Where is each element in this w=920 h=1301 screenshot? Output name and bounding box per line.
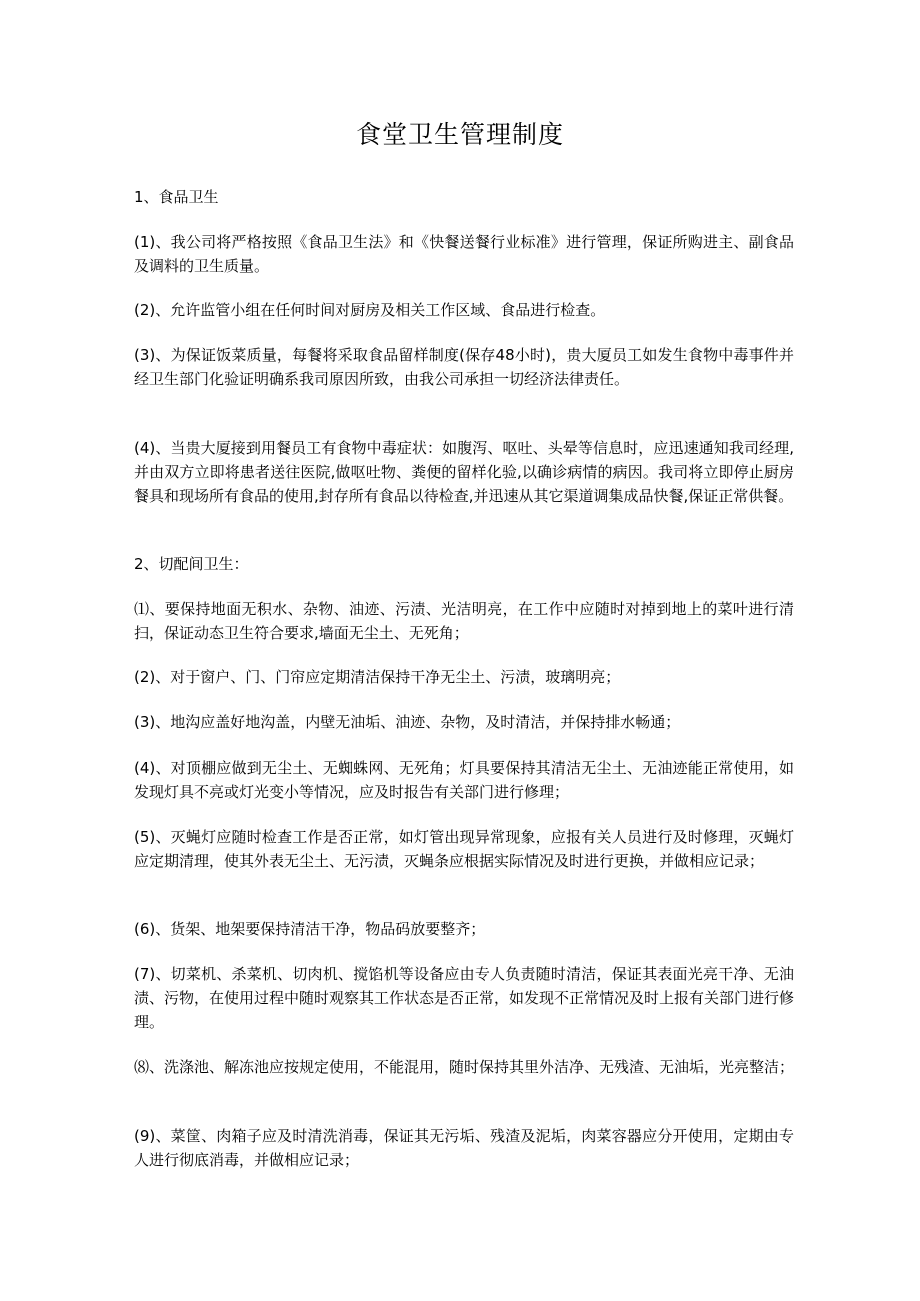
paragraph-2-5: (5)、灭蝇灯应随时检查工作是否正常，如灯管出现异常现象，应报有关人员进行及时修理，灭蝇灯应定期清理，使其外表无尘土、无污渍，灭蝇条应根据实际情况及时进行更换，并做相应记录；	[134, 828, 794, 870]
paragraph-2-1: ⑴、要保持地面无积水、杂物、油迹、污渍、光洁明亮，在工作中应随时对掉到地上的菜叶进行清扫，保证动态卫生符合要求,墙面无尘土、无死角；	[134, 600, 794, 642]
paragraph-2-3: (3)、地沟应盖好地沟盖，内壁无油垢、油迹、杂物，及时清洁，并保持排水畅通；	[134, 713, 681, 731]
section-heading-prep-room: 2、切配间卫生：	[134, 555, 249, 573]
document-title: 食堂卫生管理制度	[355, 120, 564, 149]
paragraph-1-3: (3)、为保证饭菜质量，每餐将采取食品留样制度(保存48小时)，贵大厦员工如发生食物中毒事件并经卫生部门化验证明确系我司原因所致，由我公司承担一切经济法律责任。	[134, 346, 794, 388]
paragraph-1-4: (4)、当贵大厦接到用餐员工有食物中毒症状：如腹泻、呕吐、头晕等信息时，应迅速通知我司经理,并由双方立即将患者送往医院,做呕吐物、粪便的留样化验,以确诊病情的病因。我司将立即停止厨房餐具和现场所有食品的使用,封存所有食品以待检查,并迅速从其它渠道调集成品快餐,保证正常供餐。	[134, 439, 794, 505]
paragraph-1-1: (1)、我公司将严格按照《食品卫生法》和《快餐送餐行业标准》进行管理，保证所购进主、副食品及调料的卫生质量。	[134, 233, 794, 275]
section-heading-food-hygiene: 1、食品卫生	[134, 188, 219, 206]
paragraph-2-8: ⑻、洗涤池、解冻池应按规定使用，不能混用，随时保持其里外洁净、无残渣、无油垢，光亮整洁；	[134, 1058, 795, 1076]
paragraph-2-4: (4)、对顶棚应做到无尘土、无蜘蛛网、无死角；灯具要保持其清洁无尘土、无油迹能正常使用，如发现灯具不亮或灯光变小等情况，应及时报告有关部门进行修理；	[134, 759, 794, 801]
paragraph-2-9: (9)、菜筐、肉箱子应及时清洗消毒，保证其无污垢、残渣及泥垢，肉菜容器应分开使用，定期由专人进行彻底消毒，并做相应记录；	[134, 1127, 794, 1169]
paragraph-2-2: (2)、对于窗户、门、门帘应定期清洁保持干净无尘土、污渍，玻璃明亮；	[134, 668, 621, 686]
paragraph-2-6: (6)、货架、地架要保持清洁干净，物品码放要整齐；	[134, 920, 486, 938]
paragraph-1-2: (2)、允许监管小组在任何时间对厨房及相关工作区域、食品进行检查。	[134, 301, 606, 319]
paragraph-2-7: (7)、切菜机、杀菜机、切肉机、搅馅机等设备应由专人负责随时清洁，保证其表面光亮干净、无油渍、污物，在使用过程中随时观察其工作状态是否正常，如发现不正常情况及时上报有关部门进行修理。	[134, 965, 795, 1031]
